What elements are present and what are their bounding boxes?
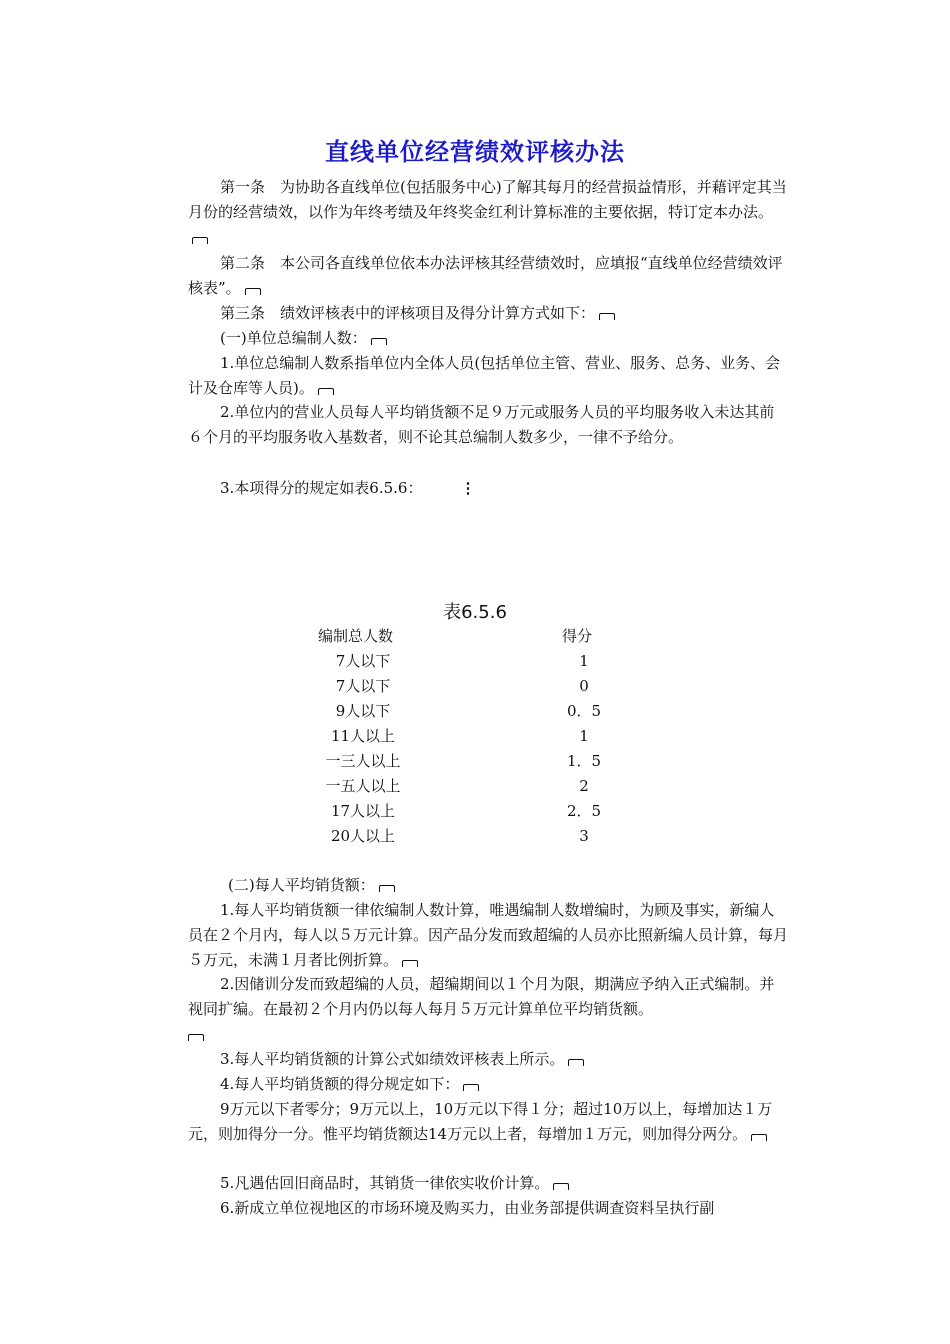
vertical-ellipsis-icon: ⋮ xyxy=(460,479,476,497)
paragraph-mark-icon xyxy=(245,288,261,295)
article-1: 第一条 为协助各直线单位(包括服务中心)了解其每月的经营损益情形，并藉评定其当月份的经营绩效，以作为年终考绩及年终奖金红利计算标准的主要依据，特订定本办法。 xyxy=(188,175,788,250)
article-3: 第三条 绩效评核表中的评核项目及得分计算方式如下： xyxy=(188,301,788,326)
article-2: 第二条 本公司各直线单位依本办法评核其经营绩效时，应填报“直线单位经营绩效评核表”。 xyxy=(188,254,783,297)
paragraph-mark-icon xyxy=(568,1059,584,1066)
document-title: 直线单位经营绩效评核办法 xyxy=(325,137,625,166)
section-2-item-2: 2.因储训分发而致超编的人员，超编期间以１个月为限，期满应予纳入正式编制。并视同扩编。在最初２个月内仍以每人每月５万元计算单位平均销货额。 xyxy=(188,972,788,1047)
paragraph-mark-icon xyxy=(318,388,334,395)
paragraph-mark-icon xyxy=(553,1183,569,1190)
paragraph-mark-icon xyxy=(751,1134,767,1141)
section-2-item-1: 1.每人平均销货额一律依编制人数计算，唯遇编制人数增编时，为顾及事实，新编人员在２个月内，每人以５万元计算。因产品分发而致超编的人员亦比照新编人员计算，每月５万元，未满１月者比例折算。 xyxy=(188,901,789,969)
table-row: 17人以上 2．5 xyxy=(330,802,602,820)
paragraph-mark-icon xyxy=(188,1034,204,1041)
paragraph-mark-icon xyxy=(463,1084,479,1091)
table-row: 9人以下 0．5 xyxy=(335,702,602,720)
header-score: 得分 xyxy=(562,627,593,645)
section-2-item-4: 4.每人平均销货额的得分规定如下： xyxy=(188,1072,788,1097)
section-1-item-1: 1.单位总编制人数系指单位内全体人员(包括单位主管、营业、服务、总务、业务、会计及仓库等人员)。 xyxy=(188,354,781,397)
table-header-row xyxy=(310,624,640,649)
table-row: 7人以下 1 xyxy=(335,652,589,670)
table-row: 7人以下 0 xyxy=(335,677,589,695)
section-2-item-5: 5.凡遇估回旧商品时，其销货一律依实收价计算。 xyxy=(188,1171,788,1196)
table-caption: 表6.5.6 xyxy=(443,602,507,623)
table-row: 11人以上 1 xyxy=(330,727,589,745)
section-1-item-3: 3.本项得分的规定如表6.5.6： ⋮ xyxy=(188,476,788,501)
header-headcount: 编制总人数 xyxy=(318,627,394,645)
section-1-item-2: 2.单位内的营业人员每人平均销货额不足９万元或服务人员的平均服务收入未达其前６个月的平均服务收入基数者，则不论其总编制人数多少，一律不予给分。 xyxy=(188,403,775,446)
score-table xyxy=(310,624,640,849)
paragraph-mark-icon xyxy=(379,885,395,892)
table-row: 一五人以上 2 xyxy=(325,777,589,795)
paragraph-mark-icon xyxy=(599,313,615,320)
paragraph-mark-icon xyxy=(192,237,208,244)
section-2-scoring-rule: 9万元以下者零分；9万元以上，10万元以下得１分；超过10万以上，每增加达１万元，则加得分一分。惟平均销货额达14万元以上者，每增加１万元，则加得分两分。 xyxy=(188,1100,773,1143)
section-2-item-6: 6.新成立单位视地区的市场环境及购买力，由业务部提供调查资料呈执行副 xyxy=(220,1199,715,1217)
paragraph-mark-icon xyxy=(371,338,387,345)
table-row: 一三人以上 1．5 xyxy=(325,752,602,770)
table-row: 20人以上 3 xyxy=(330,827,589,845)
section-2-heading: (二)每人平均销货额： xyxy=(188,873,788,898)
paragraph-mark-icon xyxy=(402,960,418,967)
section-1-heading: (一)单位总编制人数： xyxy=(188,326,788,351)
section-2-item-3: 3.每人平均销货额的计算公式如绩效评核表上所示。 xyxy=(188,1047,788,1072)
